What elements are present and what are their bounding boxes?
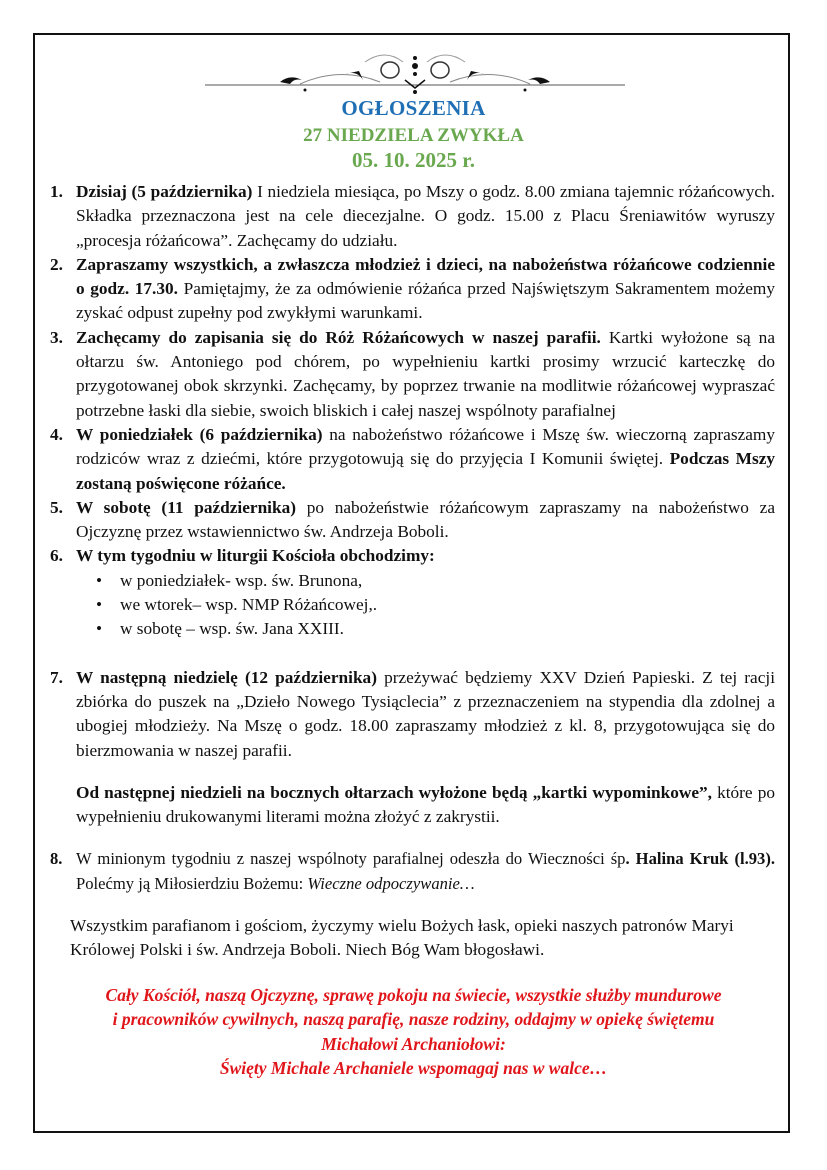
feast-day-item: • w sobotę – wsp. św. Jana XXIII. <box>96 617 775 641</box>
announcement-date: 05. 10. 2025 r. <box>352 148 475 172</box>
closing-blessing: Wszystkim parafianom i gościom, życzymy wielu Bożych łask, opieki naszych patronów Maryi Królowej Polski i św. Andrzeja Boboli. Niech Bóg Wam błogosławi. <box>70 916 734 960</box>
announcement-item-8: 8. W minionym tygodniu z naszej wspólnoty parafialnej odeszła do Wieczności śp. Halina Kruk (l.93). Polećmy ją Miłosierdziu Bożemu: Wieczne odpoczywanie… <box>50 849 776 893</box>
feast-day-item: • w poniedziałek- wsp. św. Brunona, <box>96 569 775 593</box>
announcement-item-3: 3. Zachęcamy do zapisania się do Róż Różańcowych w naszej parafii. Kartki wyłożone są na ołtarzu św. Antoniego pod chórem, po wypełnieniu kartki prosimy wrzucić karteczkę do przygotowanej obok skrzynki. Zachęcamy, by poprzez trwanie na modlitwie różańcowej wypraszać potrzebne łaski dla siebie, swoich bliskich i całej naszej wspólnoty parafialnej <box>50 327 775 420</box>
announcement-item-2: 2. Zapraszamy wszystkich, a zwłaszcza młodzież i dzieci, na nabożeństwa różańcowe codziennie o godz. 17.30. Pamiętajmy, że za odmówienie różańca przed Najświętszym Sakramentem możemy zyskać odpust zupełny pod zwykłymi warunkami. <box>50 254 775 323</box>
announcement-item-4: 4. W poniedziałek (6 października) na nabożeństwo różańcowe i Mszę św. wieczorną zapraszamy rodziców wraz z dziećmi, które przygotowują się do przyjęcia I Komunii świętej. Podczas Mszy zostaną poświęcone różańce. <box>50 424 776 493</box>
announcement-item-5: 5. W sobotę (11 października) po nabożeństwie różańcowym zapraszamy na nabożeństwo za Ojczyznę przez wstawiennictwo św. Andrzeja Boboli. <box>50 497 775 542</box>
announcement-item-7: 7. W następną niedzielę (12 października) przeżywać będziemy XXV Dzień Papieski. Z tej racji zbiórka do puszek na „Dzieło Nowego Tysiąclecia” z przeznaczeniem na stypendia dla zdolnej a ubogiej młodzieży. Na Mszę o godz. 18.00 zapraszamy młodzież z kl. 8, przygotowująca się do bierzmowania w naszej parafii. <box>50 667 776 760</box>
prayer-to-st-michael: Cały Kościół, naszą Ojczyznę, sprawę pokoju na świecie, wszystkie służby mundurowe i pracowników cywilnych, naszą parafię, nasze rodziny, oddajmy w opiekę świętemu Michałowi Archaniołowi: Święty Michale Archaniele wspomagaj nas w walce… <box>105 985 722 1079</box>
announcement-item-6: 6. W tym tygodniu w liturgii Kościoła obchodzimy: <box>50 546 435 566</box>
feast-day-item: • we wtorek– wsp. NMP Różańcowej,. <box>96 593 775 617</box>
liturgical-sunday: 27 NIEDZIELA ZWYKŁA <box>303 125 524 146</box>
page-title: OGŁOSZENIA <box>341 96 486 120</box>
feast-days-list <box>48 569 775 642</box>
announcements-list <box>48 180 775 896</box>
announcement-item-1: 1. Dzisiaj (5 października) I niedziela miesiąca, po Mszy o godz. 8.00 zmiana tajemnic różańcowych. Składka przeznaczona jest na cele diecezjalne. O godz. 15.00 z Placu Śreniawitów wyruszy „procesja różańcowa”. Zachęcamy do udziału. <box>50 182 775 250</box>
decorative-flourish-icon <box>205 52 625 94</box>
announcement-item-7-note: Od następnej niedzieli na bocznych ołtarzach wyłożone będą „kartki wypominkowe”, które po wypełnieniu drukowanymi literami można złożyć z zakrystii. <box>76 782 775 827</box>
